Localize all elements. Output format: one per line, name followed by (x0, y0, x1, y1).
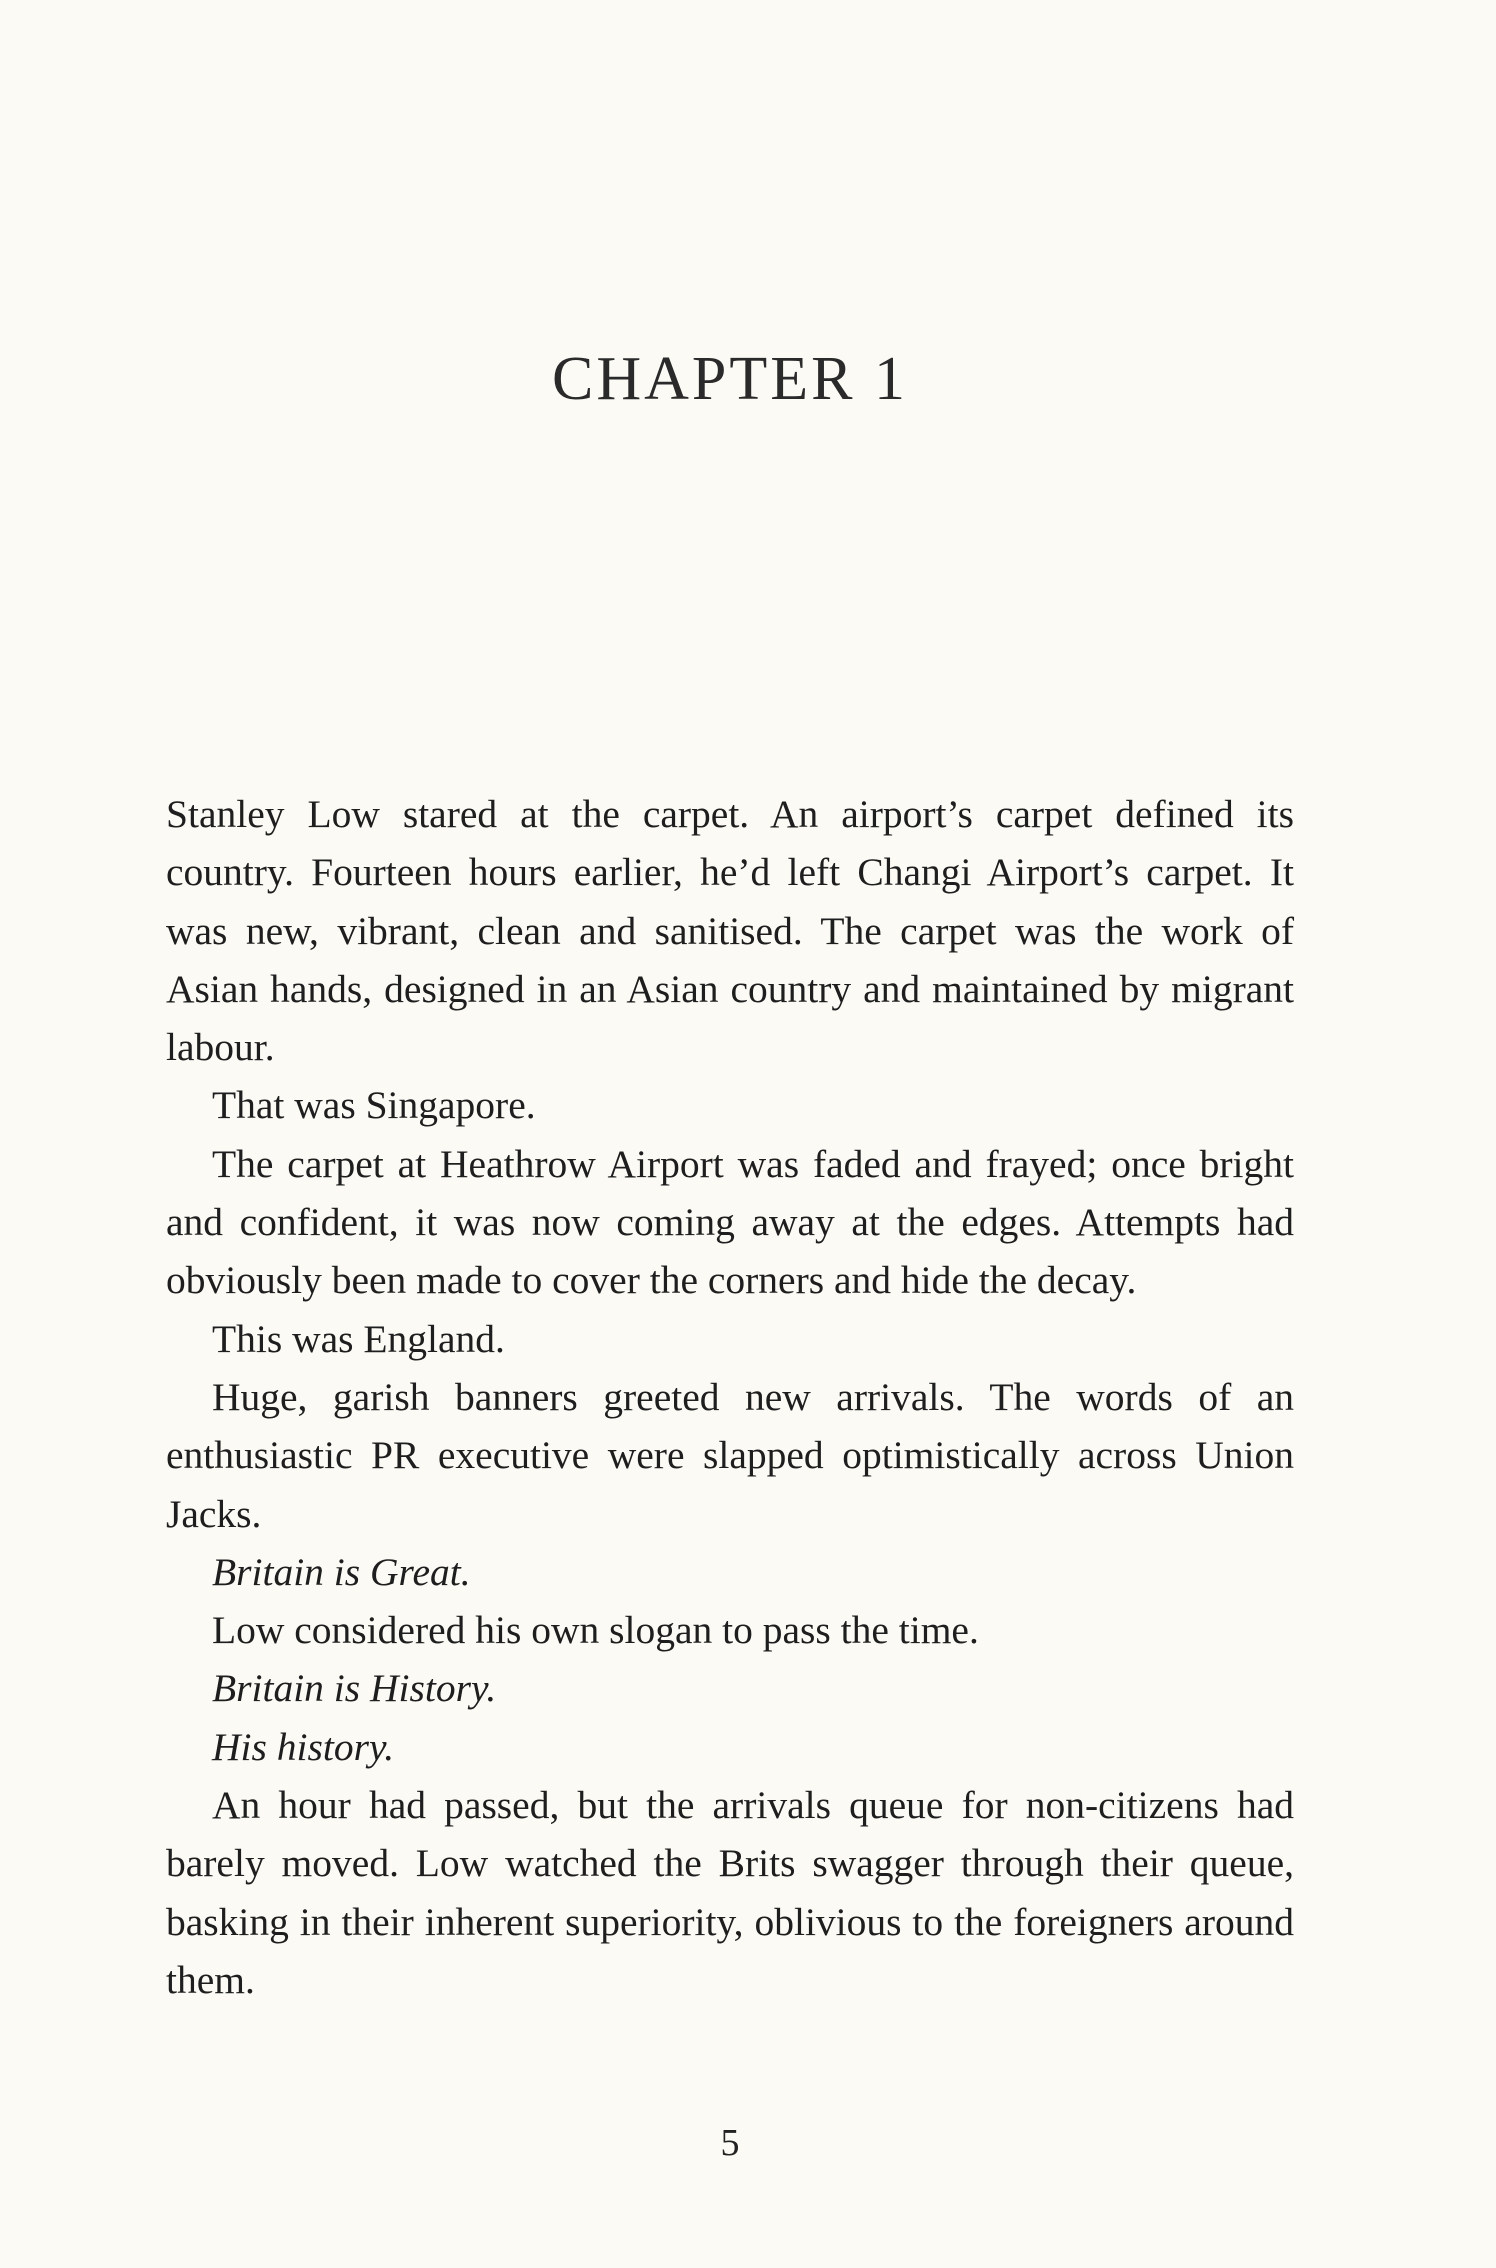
italic-paragraph: Britain is History. (212, 1666, 497, 1711)
paragraph: Huge, garish banners greeted new arrivals. The words of an enthusiastic PR executive were slapped optimistically across Union Jacks. (166, 1374, 1294, 1536)
italic-paragraph: His history. (212, 1724, 395, 1769)
paragraph: That was Singapore. (212, 1083, 536, 1128)
italic-paragraph: Britain is Great. (212, 1549, 471, 1594)
chapter-body (166, 785, 1294, 2009)
paragraph: The carpet at Heathrow Airport was faded and frayed; once bright and confident, it was now coming away at the edges. Attempts had obviously been made to cover the corners and hide the decay. (166, 1141, 1294, 1303)
paragraph: This was England. (212, 1316, 505, 1361)
chapter-title: CHAPTER 1 (552, 345, 908, 413)
paragraph: Stanley Low stared at the carpet. An airport’s carpet defined its country. Fourteen hours earlier, he’d left Changi Airport’s carpet. It was new, vibrant, clean and sanitised. The carpet was the work of Asian hands, designed in an Asian country and maintained by migrant labour. (166, 792, 1294, 1070)
page-number: 5 (720, 2122, 740, 2164)
paragraph: Low considered his own slogan to pass the time. (212, 1608, 979, 1653)
paragraph: An hour had passed, but the arrivals queue for non-citizens had barely moved. Low watched the Brits swagger through their queue, basking in their inherent superiority, oblivious to the foreigners around them. (166, 1783, 1294, 2002)
